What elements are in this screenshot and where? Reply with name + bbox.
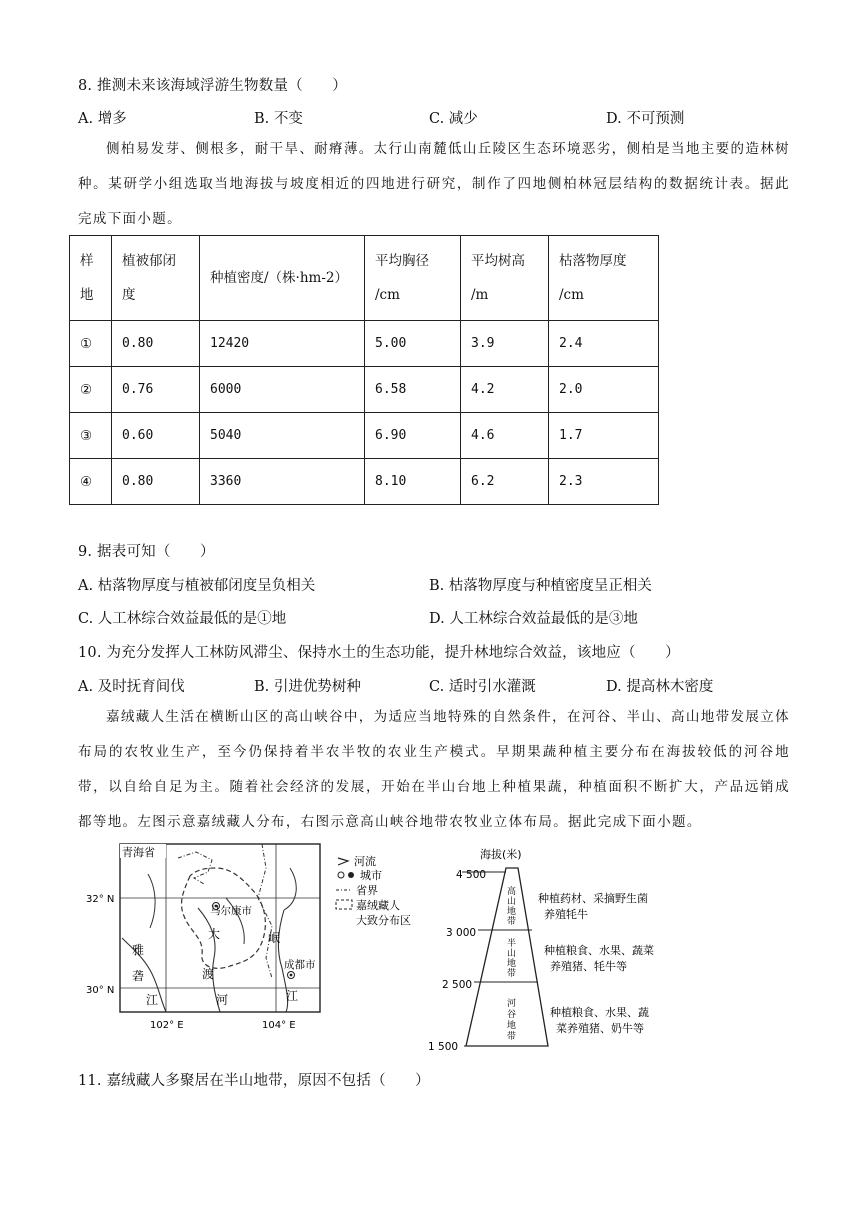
header-line: /cm: [375, 287, 400, 303]
q10-option-a: A. 及时抚育间伐: [78, 679, 185, 695]
elevation-tick: 1 500: [428, 1041, 459, 1053]
q10-option-b: B. 引进优势树种: [254, 679, 361, 695]
table-row: [70, 413, 659, 459]
zone-name-char: 河: [507, 999, 517, 1009]
province-boundary: [258, 844, 272, 978]
elevation-tick: 2 500: [442, 979, 473, 991]
legend-label: 河流: [354, 855, 376, 868]
river-label: 雅: [132, 943, 145, 957]
zone-name-char: 半: [507, 939, 517, 949]
vertical-zonation-diagram: [426, 842, 710, 1054]
header-line: 平均树高: [471, 253, 525, 269]
table-cell: 2.3: [549, 459, 659, 505]
header-line: /cm: [559, 287, 584, 303]
river-label: 河: [216, 993, 229, 1007]
table-cell: ②: [70, 367, 112, 413]
q8-option-a: A. 增多: [78, 111, 127, 127]
header-line: 平均胸径: [375, 253, 429, 269]
table-header-row: [70, 236, 659, 321]
header-line: 地: [80, 287, 94, 303]
table-cell: 4.6: [461, 413, 549, 459]
q11-stem: 11. 嘉绒藏人多聚居在半山地带，原因不包括（ ）: [78, 1073, 430, 1089]
q9-option-a: A. 枯落物厚度与植被郁闭度呈负相关: [78, 578, 316, 594]
zone-description: 种植粮食、水果、蔬菜: [544, 944, 654, 957]
table-row: [70, 367, 659, 413]
lon-label: 104° E: [262, 1020, 296, 1031]
table-cell: 8.10: [365, 459, 461, 505]
table-cell: 4.2: [461, 367, 549, 413]
header-line: 枯落物厚度: [559, 253, 627, 269]
table-cell: 5.00: [365, 321, 461, 367]
jiarong-distribution-map: [86, 838, 432, 1038]
table-cell: 0.76: [112, 367, 200, 413]
river-label: 大: [208, 927, 221, 941]
table-row: [70, 321, 659, 367]
table-header-cell: [70, 236, 112, 321]
header-line: 植被郁闭: [122, 253, 176, 269]
q10-option-d: D. 提高林木密度: [606, 679, 714, 695]
header-line: 种植密度/（株·hm-2）: [210, 270, 348, 286]
q9-option-d: D. 人工林综合效益最低的是③地: [429, 611, 638, 627]
river-label: 江: [286, 989, 299, 1003]
table-cell: 3.9: [461, 321, 549, 367]
city-label-barkam: 马尔康市: [210, 905, 252, 917]
lat-label: 30° N: [86, 985, 115, 996]
river-label: 砻: [132, 969, 145, 983]
zone-name-char: 谷: [507, 1010, 517, 1020]
legend-label: 嘉绒藏人: [356, 899, 400, 912]
table-header-cell: [365, 236, 461, 321]
q9-stem: 9. 据表可知（ ）: [78, 544, 215, 560]
lon-label: 102° E: [150, 1020, 184, 1031]
legend-label: 大致分布区: [356, 914, 411, 927]
city-marker-dot: [290, 974, 293, 977]
table-cell: 6.90: [365, 413, 461, 459]
table-cell: 6000: [200, 367, 365, 413]
header-line: 样: [80, 253, 94, 269]
elevation-tick: 4 500: [456, 869, 487, 881]
header-line: /m: [471, 287, 489, 303]
map-legend: [336, 854, 411, 927]
table-cell: 0.60: [112, 413, 200, 459]
zone-name-char: 山: [507, 897, 517, 907]
area-legend-icon: [336, 900, 352, 909]
table-header-cell: [461, 236, 549, 321]
river-tributary: [148, 874, 155, 928]
header-line: 度: [122, 287, 136, 303]
zone-midslope: [507, 937, 654, 979]
passage-jiarong-text: 嘉绒藏人生活在横断山区的高山峡谷中，为适应当地特殊的自然条件，在河谷、半山、高山地带发展立体布局的农牧业生产，至今仍保持着半农半牧的农业生产模式。早期果蔬种植主要分布在海拔较低的河谷地带，以自给自足为主。随着社会经济的发展，开始在半山台地上种植果蔬，种植面积不断扩大，产品远销成都等地。左图示意嘉绒藏人分布，右图示意高山峡谷地带农牧业立体布局。据此完成下面小题。: [78, 709, 790, 830]
zone-description: 菜养殖猪、奶牛等: [556, 1022, 644, 1035]
table-cell: ①: [70, 321, 112, 367]
zone-valley: [507, 998, 649, 1042]
table-row: [70, 459, 659, 505]
zone-highland: [507, 885, 648, 927]
river-tributary: [284, 868, 296, 910]
zone-name-char: 带: [507, 917, 517, 927]
q9-option-b: B. 枯落物厚度与种植密度呈正相关: [429, 578, 652, 594]
table-cell: 2.0: [549, 367, 659, 413]
elevation-tick: 3 000: [446, 927, 477, 939]
zone-name-char: 带: [507, 1032, 517, 1042]
zone-name-char: 地: [507, 1021, 517, 1031]
legend-label: 城市: [360, 869, 382, 882]
q8-option-b: B. 不变: [254, 111, 303, 127]
table-header-cell: [200, 236, 365, 321]
table-cell: 0.80: [112, 321, 200, 367]
passage-jiarong: [78, 700, 790, 840]
jiarong-distribution-area: [182, 868, 266, 968]
zone-name-char: 山: [507, 949, 517, 959]
table-cell: ③: [70, 413, 112, 459]
table-cell: 6.2: [461, 459, 549, 505]
zone-name-char: 地: [507, 907, 517, 917]
passage-cypress-text: 侧柏易发芽、侧根多，耐干旱、耐瘠薄。太行山南麓低山丘陵区生态环境恶劣，侧柏是当地主要的造林树种。某研学小组选取当地海拔与坡度相近的四地进行研究，制作了四地侧柏林冠层结构的数据统计表。据此完成下面小题。: [78, 141, 790, 227]
river-legend-icon: [338, 858, 348, 865]
zone-description: 种植药材、采摘野生菌: [538, 892, 648, 905]
q10-option-c: C. 适时引水灌溉: [429, 679, 536, 695]
lat-label: 32° N: [86, 894, 115, 905]
q8-option-d: D. 不可预测: [606, 111, 685, 127]
passage-cypress: [78, 132, 790, 237]
province-label: 青海省: [122, 846, 155, 859]
q10-stem: 10. 为充分发挥人工林防风滞尘、保持水土的生态功能，提升林地综合效益，该地应（ ）: [78, 645, 680, 661]
river-label: 江: [146, 993, 159, 1007]
legend-label: 省界: [356, 884, 378, 897]
zone-description: 养殖牦牛: [544, 908, 588, 921]
table-cell: 6.58: [365, 367, 461, 413]
table-header-cell: [549, 236, 659, 321]
table-cell: 12420: [200, 321, 365, 367]
river-label: 渡: [202, 967, 215, 981]
table-cell: ④: [70, 459, 112, 505]
q9-option-c: C. 人工林综合效益最低的是①地: [78, 611, 287, 627]
city-legend-icon: [348, 872, 354, 878]
zone-description: 养殖猪、牦牛等: [550, 960, 627, 973]
zone-description: 种植粮食、水果、蔬: [550, 1006, 649, 1019]
q8-stem: 8. 推测未来该海域浮游生物数量（ ）: [78, 78, 347, 94]
q8-option-c: C. 减少: [429, 111, 478, 127]
table-cell: 2.4: [549, 321, 659, 367]
city-legend-icon: [338, 872, 344, 878]
table-cell: 0.80: [112, 459, 200, 505]
table-header-cell: [112, 236, 200, 321]
axis-title: 海拔(米): [480, 848, 522, 861]
table-cell: 1.7: [549, 413, 659, 459]
zone-name-char: 高: [507, 887, 517, 897]
city-label-chengdu: 成都市: [284, 959, 316, 971]
table-cell: 5040: [200, 413, 365, 459]
river-label: 岷: [268, 931, 281, 945]
zone-name-char: 地: [507, 959, 517, 969]
zone-name-char: 带: [507, 969, 517, 979]
cypress-data-table: [69, 235, 659, 505]
table-cell: 3360: [200, 459, 365, 505]
